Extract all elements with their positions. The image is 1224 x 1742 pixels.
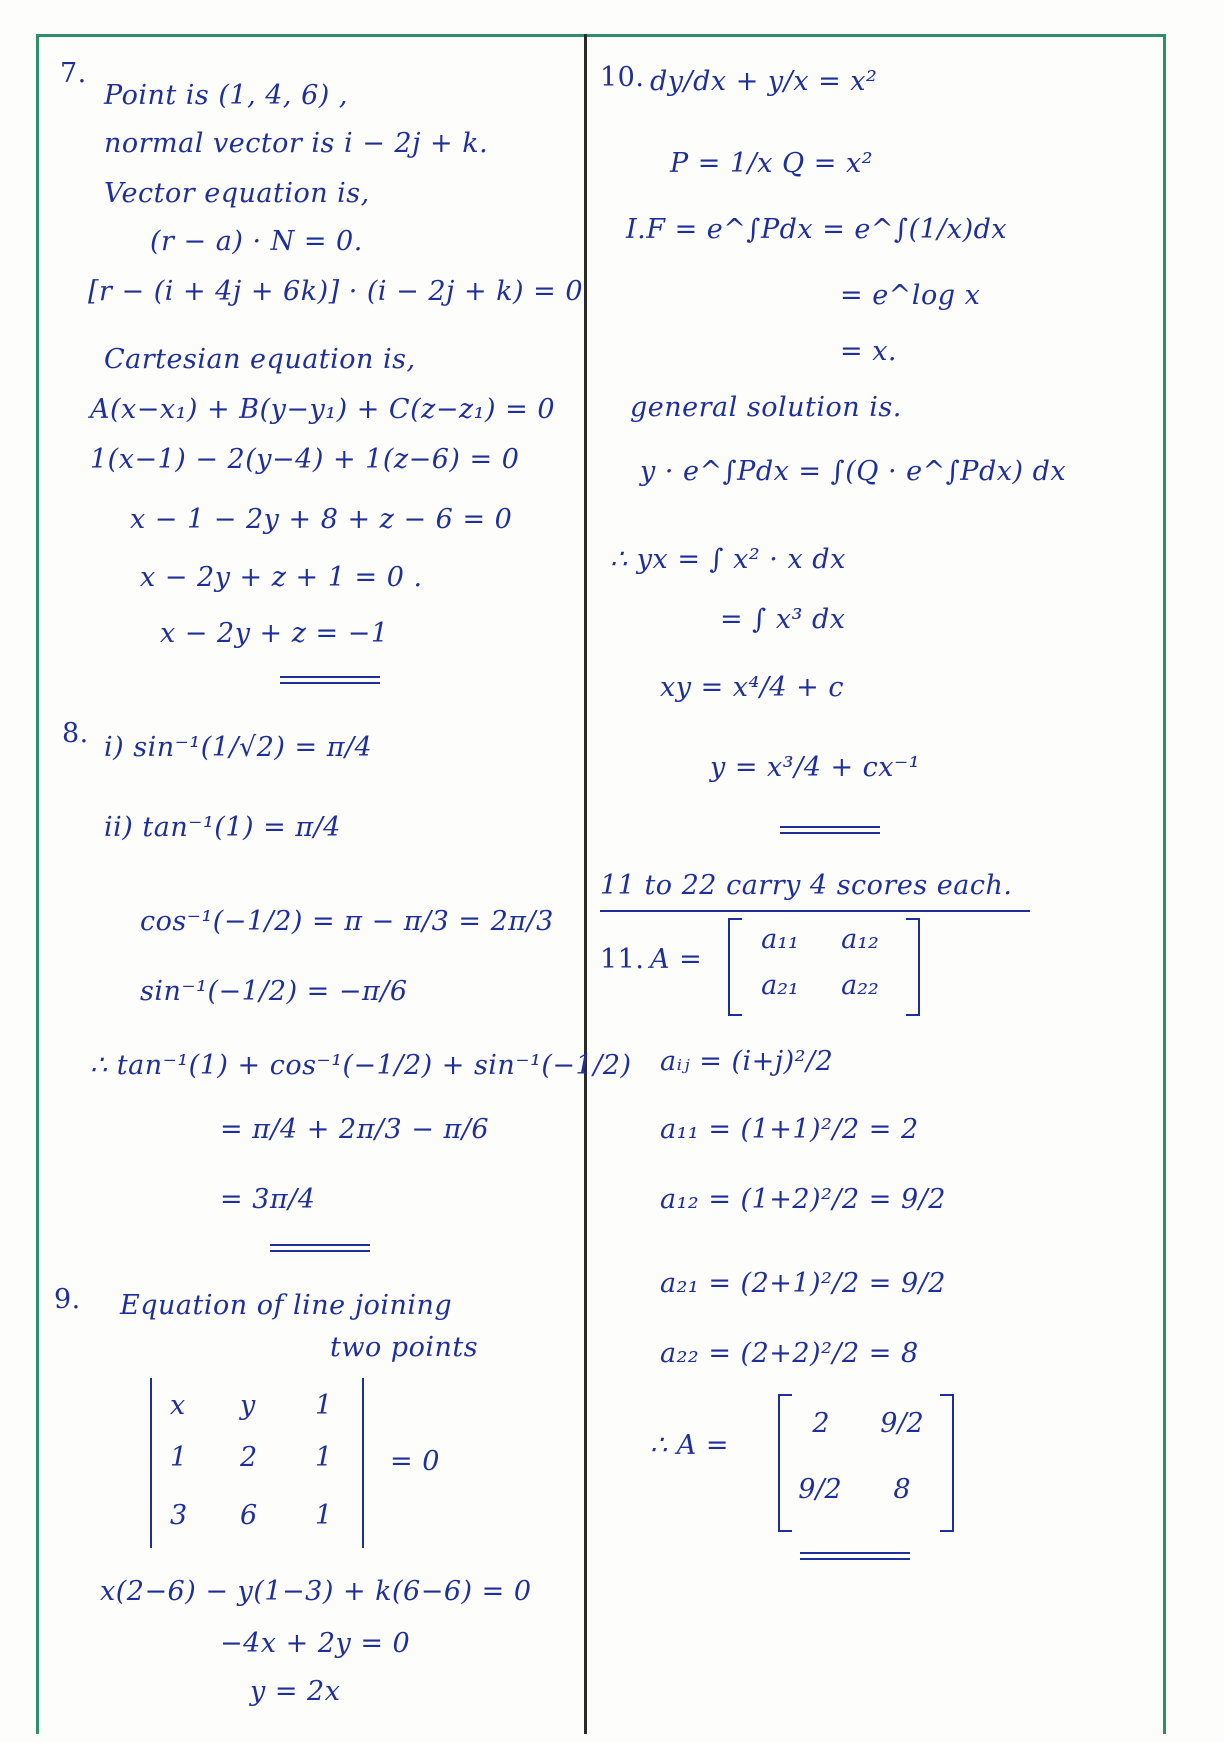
q7-number: 7. <box>60 58 87 89</box>
q7-line: Cartesian equation is, <box>104 344 416 375</box>
q11-line: a₁₂ = (1+2)²/2 = 9/2 <box>660 1184 946 1215</box>
q10-line: P = 1/x Q = x² <box>670 148 874 179</box>
matrix-label: A = <box>650 944 703 975</box>
q7-line: [r − (i + 4j + 6k)] · (i − 2j + k) = 0 <box>88 276 584 307</box>
q10-answer-underline <box>780 826 880 828</box>
matrix-bracket-left <box>728 918 742 1016</box>
q10-line: y = x³/4 + cx⁻¹ <box>710 752 921 783</box>
q10-number: 10. <box>600 62 645 93</box>
q10-answer-underline <box>780 832 880 834</box>
q8-line: ∴ tan⁻¹(1) + cos⁻¹(−1/2) + sin⁻¹(−1/2) <box>90 1050 632 1081</box>
result-cell: 9/2 <box>880 1408 924 1439</box>
q11-line: a₁₁ = (1+1)²/2 = 2 <box>660 1114 919 1145</box>
q11-answer-underline <box>800 1552 910 1554</box>
q9-line: two points <box>330 1332 479 1363</box>
q8-line: ii) tan⁻¹(1) = π/4 <box>104 812 341 843</box>
q11-number: 11. <box>600 944 645 975</box>
q8-line: i) sin⁻¹(1/√2) = π/4 <box>104 732 373 763</box>
result-cell: 8 <box>893 1474 911 1505</box>
column-divider <box>584 34 587 1734</box>
q8-line: = π/4 + 2π/3 − π/6 <box>220 1114 490 1145</box>
q7-line: x − 2y + z + 1 = 0 . <box>140 562 423 593</box>
section-heading: 11 to 22 carry 4 scores each. <box>600 870 1013 901</box>
q10-line: y · e^∫Pdx = ∫(Q · e^∫Pdx) dx <box>640 456 1067 487</box>
q10-line: = e^log x <box>840 280 981 311</box>
result-bracket-left <box>778 1394 792 1532</box>
q10-line: ∴ yx = ∫ x² · x dx <box>610 544 846 575</box>
q8-answer-underline <box>270 1250 370 1252</box>
q11-line: a₂₂ = (2+2)²/2 = 8 <box>660 1338 919 1369</box>
q10-line: = ∫ x³ dx <box>720 604 846 635</box>
matrix-bracket-right <box>906 918 920 1016</box>
q7-answer-underline <box>280 676 380 678</box>
q11-line: aᵢⱼ = (i+j)²/2 <box>660 1046 834 1077</box>
q10-line: I.F = e^∫Pdx = e^∫(1/x)dx <box>626 214 1008 245</box>
matrix-cell: a₁₁ <box>761 924 799 955</box>
q10-line: dy/dx + y/x = x² <box>650 66 878 97</box>
result-bracket-right <box>940 1394 954 1532</box>
q11-line: a₂₁ = (2+1)²/2 = 9/2 <box>660 1268 946 1299</box>
q8-line: = 3π/4 <box>220 1184 316 1215</box>
q10-line: xy = x⁴/4 + c <box>660 672 845 703</box>
q9-line: y = 2x <box>250 1676 341 1707</box>
q7-line: x − 1 − 2y + 8 + z − 6 = 0 <box>130 504 513 535</box>
q7-line: A(x−x₁) + B(y−y₁) + C(z−z₁) = 0 <box>90 394 555 425</box>
q9-line: x(2−6) − y(1−3) + k(6−6) = 0 <box>100 1576 532 1607</box>
q9-line: −4x + 2y = 0 <box>220 1628 411 1659</box>
q10-line: = x. <box>840 336 898 367</box>
result-cell: 9/2 <box>798 1474 842 1505</box>
q9-line: Equation of line joining <box>120 1290 453 1321</box>
q7-line: Point is (1, 4, 6) , <box>104 80 348 111</box>
q8-number: 8. <box>62 718 89 749</box>
q8-line: cos⁻¹(−1/2) = π − π/3 = 2π/3 <box>140 906 554 937</box>
matrix-cell: a₂₂ <box>841 970 879 1001</box>
q9-number: 9. <box>54 1284 81 1315</box>
matrix-cell: a₁₂ <box>841 924 879 955</box>
q7-line: (r − a) · N = 0. <box>150 226 363 257</box>
q7-answer-underline <box>280 682 380 684</box>
result-cell: 2 <box>812 1408 830 1439</box>
section-heading-underline <box>600 910 1030 912</box>
q8-answer-underline <box>270 1244 370 1246</box>
matrix-cell: a₂₁ <box>761 970 799 1001</box>
result-label: ∴ A = <box>650 1430 729 1461</box>
q10-line: general solution is. <box>630 392 902 423</box>
q7-line: normal vector is i − 2j + k. <box>104 128 489 159</box>
determinant-equals: = 0 <box>390 1446 440 1477</box>
q7-line: x − 2y + z = −1 <box>160 618 389 649</box>
q11-answer-underline <box>800 1558 910 1560</box>
q7-line: 1(x−1) − 2(y−4) + 1(z−6) = 0 <box>90 444 520 475</box>
q7-line: Vector equation is, <box>104 178 370 209</box>
q8-line: sin⁻¹(−1/2) = −π/6 <box>140 976 408 1007</box>
